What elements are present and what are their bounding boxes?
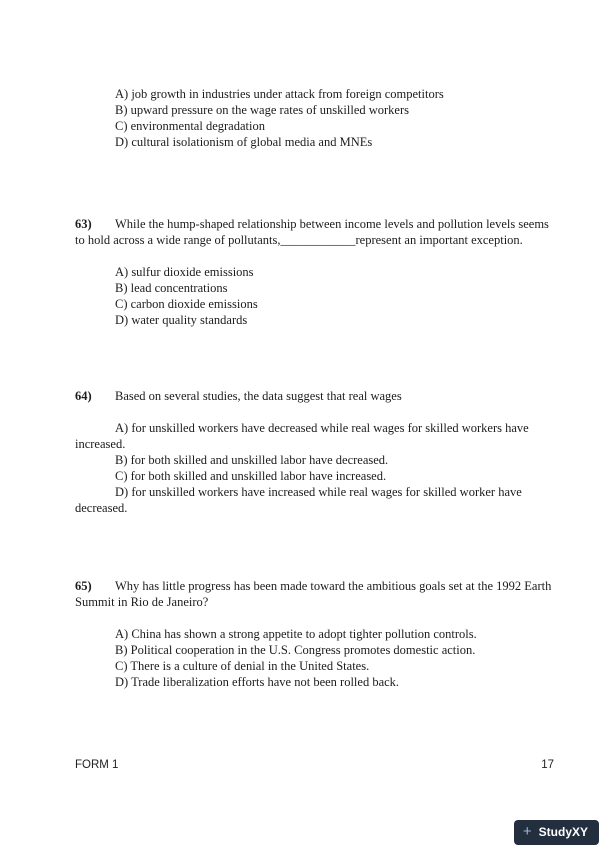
answer-option: D) Trade liberalization efforts have not been rolled back. [115, 675, 400, 689]
answer-option: D) cultural isolationism of global media and MNEs [115, 135, 373, 149]
answer-option: B) Political cooperation in the U.S. Congress promotes domestic action. [115, 643, 476, 657]
answer-option: B) upward pressure on the wage rates of unskilled workers [115, 103, 410, 117]
answer-option: C) carbon dioxide emissions [115, 297, 258, 311]
options-block [75, 420, 554, 516]
question-65 [75, 578, 554, 690]
answer-option: C) for both skilled and unskilled labor have increased. [115, 469, 387, 483]
question-number: 65) [75, 579, 92, 593]
page-footer [75, 757, 554, 773]
options-block [75, 264, 554, 328]
answer-option: D) for unskilled workers have increased while real wages for skilled worker have decreased. [75, 485, 522, 515]
answer-option: A) China has shown a strong appetite to adopt tighter pollution controls. [115, 627, 477, 641]
question-stem [75, 216, 554, 248]
options-block [75, 626, 554, 690]
brand-name: StudyXY [538, 825, 588, 839]
answer-option: A) job growth in industries under attack from foreign competitors [115, 87, 444, 101]
question-stem [75, 578, 554, 610]
question-text: Why has little progress has been made toward the ambitious goals set at the 1992 Earth Summit in Rio de Janeiro? [75, 579, 552, 609]
answer-option: A) sulfur dioxide emissions [115, 265, 254, 279]
plus-icon: + [522, 823, 532, 840]
question-64 [75, 388, 554, 516]
answer-option: C) environmental degradation [115, 119, 265, 133]
question-text: Based on several studies, the data suggest that real wages [115, 389, 402, 403]
studyxy-brand-badge[interactable] [514, 820, 599, 845]
page-number: 17 [541, 759, 554, 771]
question-number: 64) [75, 389, 92, 403]
question-stem [75, 388, 554, 404]
question-number: 63) [75, 217, 92, 231]
question-text: While the hump-shaped relationship between income levels and pollution levels seems to hold across a wide range of pollutants,____________represent an important exception. [75, 217, 549, 247]
carryover-options-block [75, 86, 554, 150]
question-63 [75, 216, 554, 328]
answer-option: C) There is a culture of denial in the United States. [115, 659, 370, 673]
form-label: FORM 1 [75, 759, 119, 771]
answer-option: D) water quality standards [115, 313, 248, 327]
answer-option: A) for unskilled workers have decreased while real wages for skilled workers have increased. [75, 421, 529, 451]
answer-option: B) lead concentrations [115, 281, 228, 295]
answer-option: B) for both skilled and unskilled labor have decreased. [115, 453, 389, 467]
